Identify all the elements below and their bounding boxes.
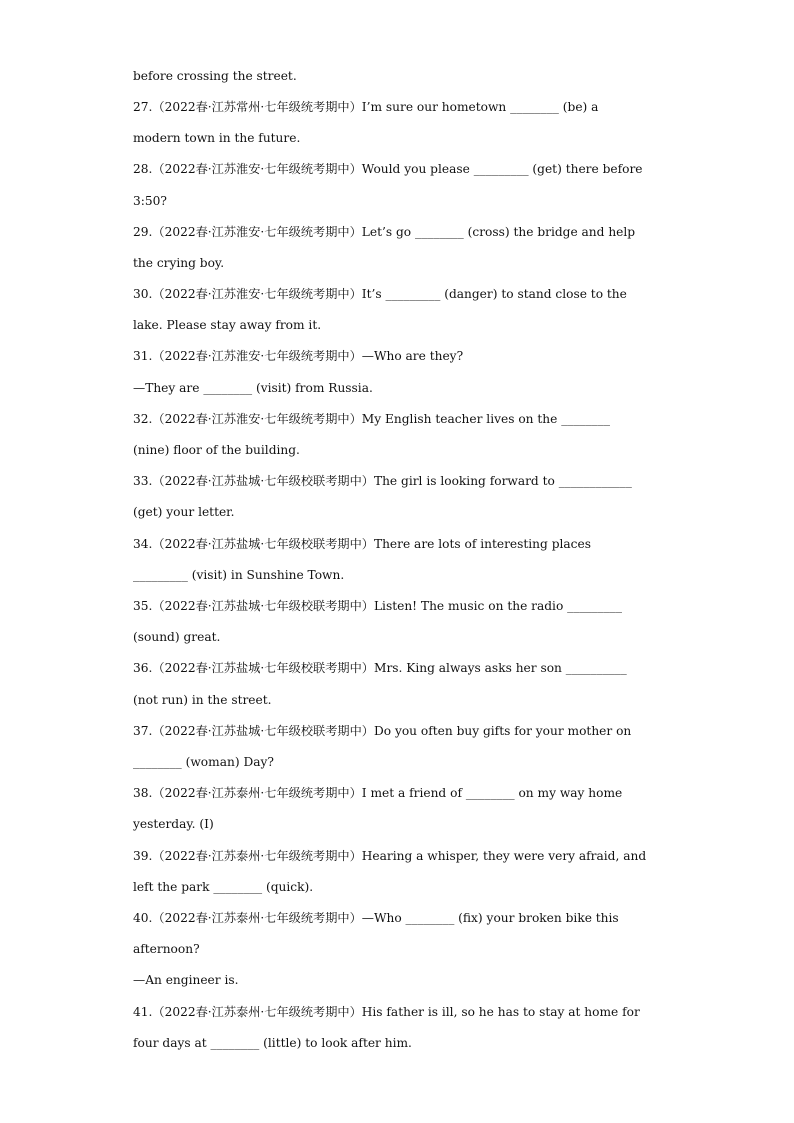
- text-line: afternoon?: [133, 942, 200, 956]
- text-line: modern town in the future.: [133, 131, 301, 145]
- question-37: 37.（2022春·江苏盐城·七年级校联考期中）Do you often buy gifts for your mother on: [133, 724, 632, 738]
- question-39: 39.（2022春·江苏泰州·七年级统考期中）Hearing a whisper, they were very afraid, and: [133, 849, 647, 863]
- text-line: (not run) in the street.: [133, 693, 272, 707]
- question-27: 27.（2022春·江苏常州·七年级统考期中）I’m sure our hometown ________ (be) a: [133, 100, 599, 114]
- text-line: left the park ________ (quick).: [133, 880, 314, 894]
- question-35: 35.（2022春·江苏盐城·七年级校联考期中）Listen! The music on the radio _________: [133, 599, 622, 613]
- text-line: (get) your letter.: [133, 505, 235, 519]
- text-line: yesterday. (I): [133, 817, 214, 831]
- question-41: 41.（2022春·江苏泰州·七年级统考期中）His father is ill, so he has to stay at home for: [133, 1005, 640, 1019]
- text-line: lake. Please stay away from it.: [133, 318, 322, 332]
- text-line: _________ (visit) in Sunshine Town.: [133, 568, 345, 582]
- question-28: 28.（2022春·江苏淮安·七年级统考期中）Would you please _________ (get) there before: [133, 162, 643, 176]
- question-29: 29.（2022春·江苏淮安·七年级统考期中）Let’s go ________ (cross) the bridge and help: [133, 225, 636, 239]
- text-line: —They are ________ (visit) from Russia.: [133, 381, 373, 395]
- text-line: (sound) great.: [133, 630, 221, 644]
- text-line: 3:50?: [133, 194, 167, 208]
- text-line: —An engineer is.: [133, 973, 239, 987]
- question-36: 36.（2022春·江苏盐城·七年级校联考期中）Mrs. King always asks her son __________: [133, 661, 627, 675]
- question-34: 34.（2022春·江苏盐城·七年级校联考期中）There are lots of interesting places: [133, 537, 591, 551]
- text-line: before crossing the street.: [133, 69, 297, 83]
- text-line: ________ (woman) Day?: [133, 755, 274, 769]
- question-32: 32.（2022春·江苏淮安·七年级统考期中）My English teacher lives on the ________: [133, 412, 610, 426]
- question-31: 31.（2022春·江苏淮安·七年级统考期中）—Who are they?: [133, 349, 464, 363]
- question-30: 30.（2022春·江苏淮安·七年级统考期中）It’s _________ (danger) to stand close to the: [133, 287, 627, 301]
- question-40: 40.（2022春·江苏泰州·七年级统考期中）—Who ________ (fix) your broken bike this: [133, 911, 619, 925]
- question-38: 38.（2022春·江苏泰州·七年级统考期中）I met a friend of ________ on my way home: [133, 786, 623, 800]
- text-line: four days at ________ (little) to look after him.: [133, 1036, 412, 1050]
- text-line: the crying boy.: [133, 256, 225, 270]
- text-line: (nine) floor of the building.: [133, 443, 300, 457]
- question-33: 33.（2022春·江苏盐城·七年级校联考期中）The girl is looking forward to ____________: [133, 474, 632, 488]
